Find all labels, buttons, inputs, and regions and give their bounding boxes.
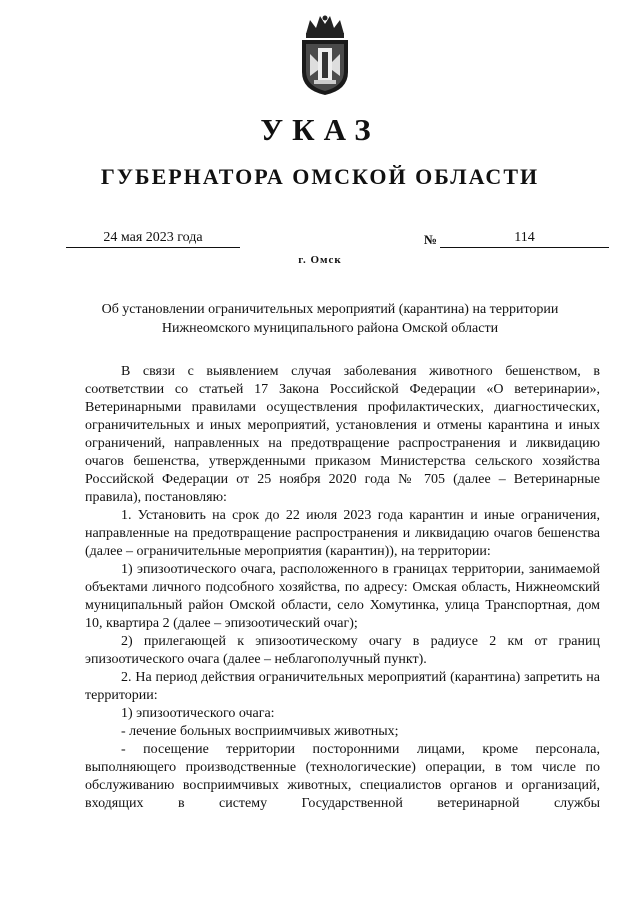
paragraph: 1. Установить на срок до 22 июля 2023 года карантин и иные ограничения, направленные на предотвращение распространения и ликвидацию очагов бешенства (далее – ограничительные мероприятия (карантин)), на территории: bbox=[85, 508, 600, 559]
paragraph: 1) эпизоотического очага: bbox=[121, 706, 275, 721]
document-issuer: ГУБЕРНАТОРА ОМСКОЙ ОБЛАСТИ bbox=[100, 164, 540, 189]
paragraph: 2. На период действия ограничительных мероприятий (карантина) запретить на территории: bbox=[85, 670, 600, 703]
document-number: 114 bbox=[440, 229, 609, 248]
number-sign: № bbox=[424, 232, 438, 247]
document-body bbox=[85, 363, 600, 813]
document-heading: Об установлении ограничительных мероприятий (карантина) на территории Нижнеомского муниципального района Омской области bbox=[101, 302, 559, 336]
paragraph: В связи с выявлением случая заболевания животного бешенством, в соответствии со статьей 17 Закона Российской Федерации «О ветеринарии», Ветеринарными правилами осуществления профилактических, диагностических, ограничительных и иных мероприятий, установления и отмены карантина и иных ограничений, направленных на предотвращение распространения и ликвидацию очагов бешенства, утвержденными приказом Министерства сельского хозяйства Российской Федерации от 25 ноября 2020 года № 705 (далее – Ветеринарные правила), постановляю: bbox=[85, 364, 600, 505]
paragraph: 1) эпизоотического очага, расположенного в границах территории, занимаемой объектами личного подсобного хозяйства, по адресу: Омская область, Нижнеомский муниципальный район Омской области, село Хомутинка, улица Транспортная, дом 10, квартира 2 (далее – эпизоотический очаг); bbox=[85, 562, 600, 631]
document-city: г. Омск bbox=[298, 254, 342, 266]
paragraph: 2) прилегающей к эпизоотическому очагу в радиусе 2 км от границ эпизоотического очага (далее – неблагополучный пункт). bbox=[85, 634, 600, 667]
paragraph: - посещение территории посторонними лицами, кроме персонала, выполняющего производственные (технологические) операции, в том числе по обслуживанию восприимчивых животных, специалистов органов и организаций, входящих в систему Государственной ветеринарной службы bbox=[85, 742, 600, 811]
coat-of-arms-emblem bbox=[296, 14, 354, 96]
document-title: УКАЗ bbox=[260, 112, 380, 147]
document-date: 24 мая 2023 года bbox=[66, 229, 240, 248]
paragraph: - лечение больных восприимчивых животных; bbox=[121, 724, 399, 739]
